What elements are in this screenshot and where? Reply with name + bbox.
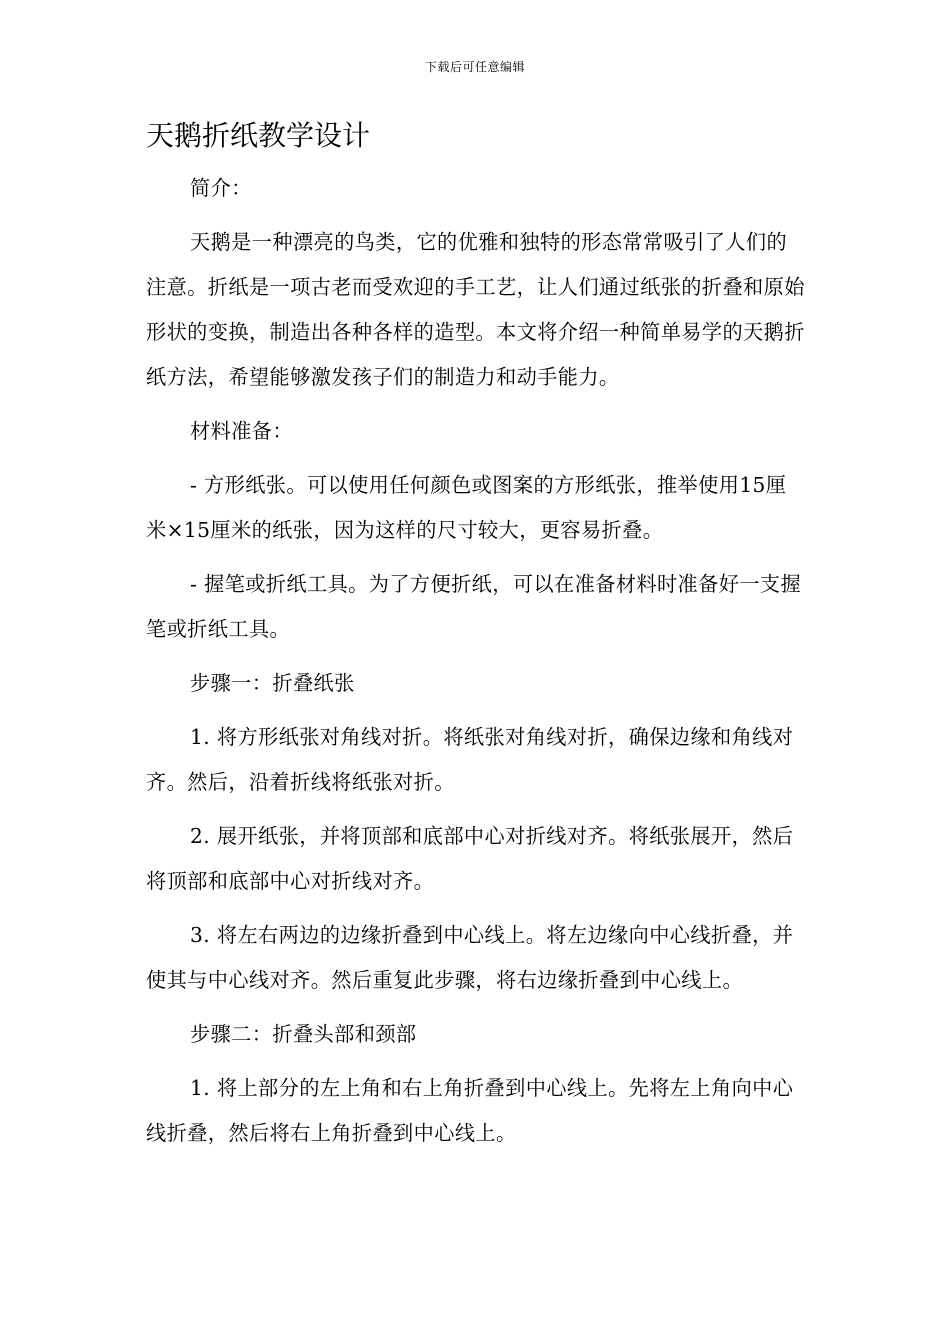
section-heading-materials: 材料准备： bbox=[190, 419, 293, 443]
document-title: 天鹅折纸教学设计 bbox=[146, 119, 371, 152]
step-one-item-2: 2. 展开纸张，并将顶部和底部中心对折线对齐。将纸张展开，然后将顶部和底部中心对折线对齐。 bbox=[146, 824, 794, 893]
step-one-item-1: 1. 将方形纸张对角线对折。将纸张对角线对折，确保边缘和角线对齐。然后，沿着折线将纸张对折。 bbox=[146, 725, 794, 794]
header-note: 下载后可任意编辑 bbox=[424, 60, 525, 74]
step-two-item-1: 1. 将上部分的左上角和右上角折叠到中心线上。先将左上角向中心线折叠，然后将右上角折叠到中心线上。 bbox=[146, 1076, 794, 1145]
paragraph-intro: 天鹅是一种漂亮的鸟类，它的优雅和独特的形态常常吸引了人们的注意。折纸是一项古老而受欢迎的手工艺，让人们通过纸张的折叠和原始形状的变换，制造出各种各样的造型。本文将介绍一种简单易学的天鹅折纸方法，希望能够激发孩子们的制造力和动手能力。 bbox=[146, 230, 805, 389]
document-body bbox=[146, 166, 806, 1165]
material-item-tool: - 握笔或折纸工具。为了方便折纸，可以在准备材料时准备好一支握笔或折纸工具。 bbox=[146, 572, 802, 641]
section-heading-step-two: 步骤二：折叠头部和颈部 bbox=[190, 1022, 417, 1046]
section-heading-step-one: 步骤一：折叠纸张 bbox=[190, 671, 355, 695]
section-heading-intro: 简介： bbox=[190, 176, 252, 200]
material-item-paper: - 方形纸张。可以使用任何颜色或图案的方形纸张，推举使用15厘米×15厘米的纸张，因为这样的尺寸较大，更容易折叠。 bbox=[146, 473, 787, 542]
step-one-item-3: 3. 将左右两边的边缘折叠到中心线上。将左边缘向中心线折叠，并使其与中心线对齐。然后重复此步骤，将右边缘折叠到中心线上。 bbox=[146, 923, 794, 992]
